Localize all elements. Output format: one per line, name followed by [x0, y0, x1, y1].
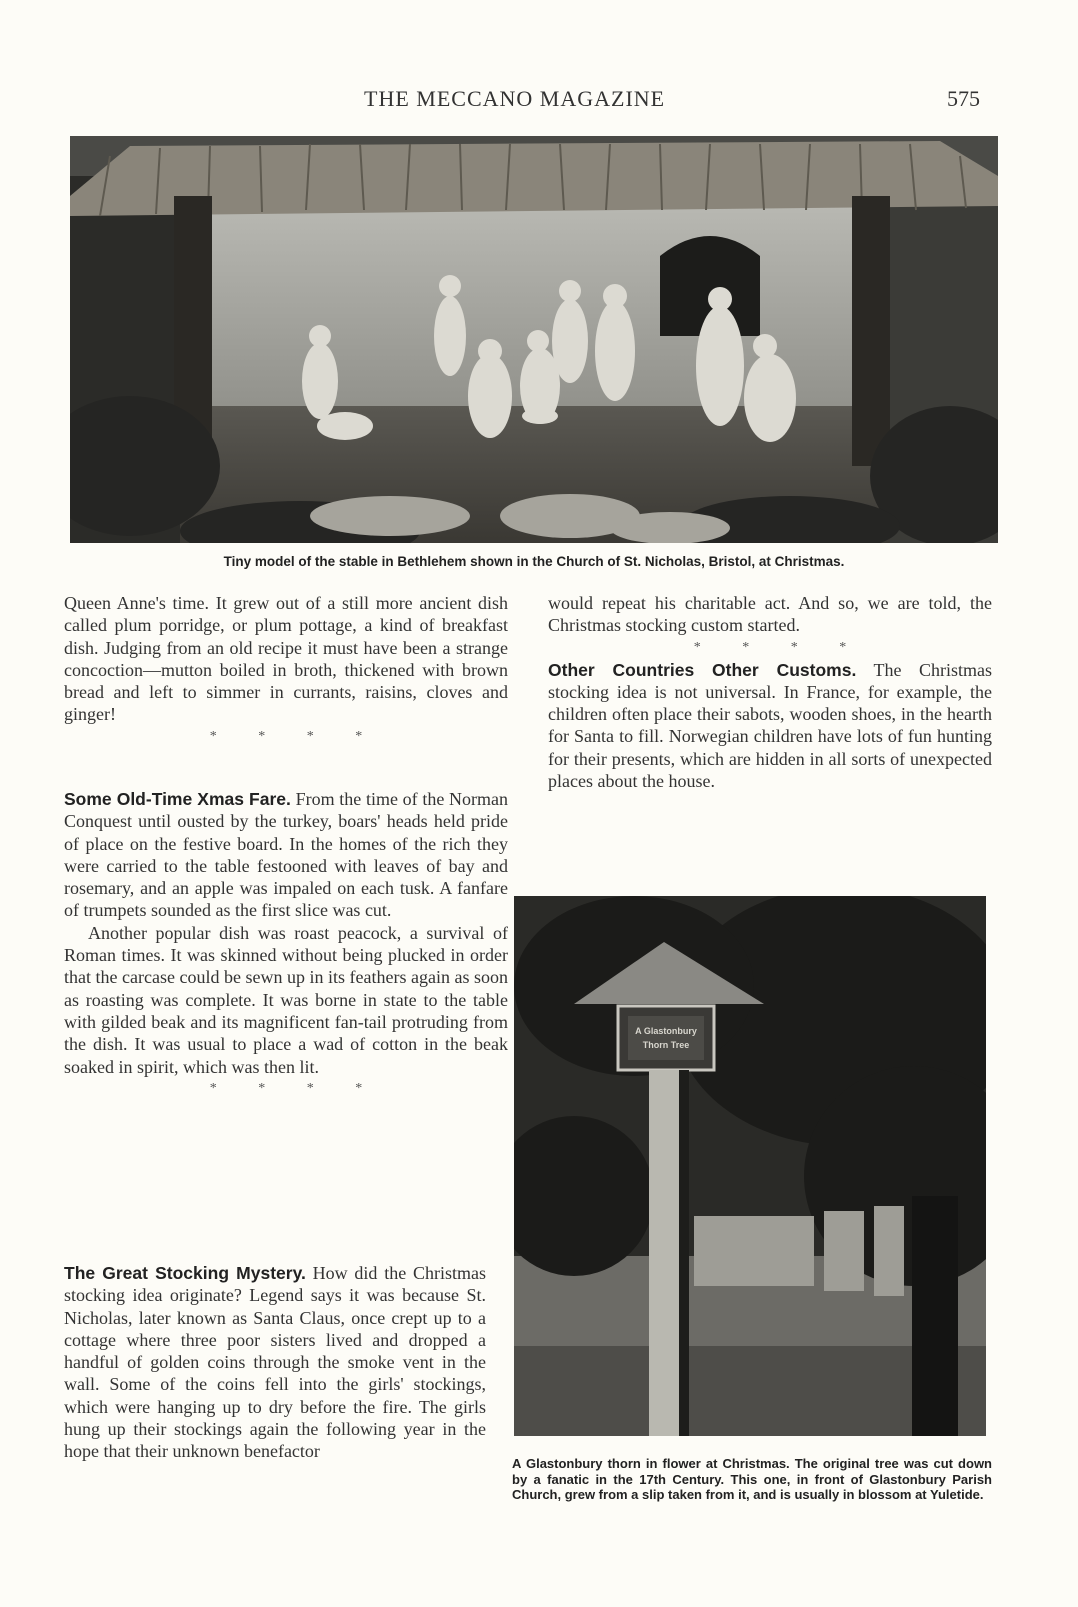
section-separator: * * * * [209, 728, 363, 744]
page-number: 575 [947, 86, 980, 111]
section-heading: The Great Stocking Mystery. [64, 1263, 306, 1283]
intro-paragraph: Queen Anne's time. It grew out of a still more ancient dish called plum porridge, or plum pottage, a kind of breakfast dish. Judging from an old recipe it must have been a strange concoction—mutton boiled in broth, thickened with brown bread and left to simmer in currants, raisins, cloves and ginger! [64, 593, 508, 725]
section-old-time-xmas-fare [64, 788, 508, 1100]
section-paragraph: From the time of the Norman Conquest until ousted by the turkey, boars' heads held pride of place on the festive board. In the homes of the rich they were carried to the table festooned with leaves of bay and rosemary, and an apple was impaled on each tusk. A fanfare of trumpets sounded as the first slice was cut. [64, 789, 508, 921]
left-column-intro [64, 592, 508, 748]
section-separator: * * * * [693, 639, 847, 655]
section-paragraph: How did the Christmas stocking idea originate? Legend says it was because St. Nicholas, later known as Santa Claus, once crept up to a cottage where three poor sisters lived and dropped a handful of golden coins through the smoke vent in the wall. Some of the coins fell into the girls' stockings, which were hanging up to dry before the fire. The girls hung up their stockings again the following year in the hope that their unknown benefactor [64, 1263, 486, 1462]
svg-text:Thorn Tree: Thorn Tree [642, 1040, 690, 1050]
section-paragraph: Another popular dish was roast peacock, a survival of Roman times. It was skinned without being plucked in order that the carcase could be sewn up in its feathers again as soon as roasting was complete. It was borne in state to the table with gilded beak and its magnificent fan-tail protruding from the dish. It was usual to place a wad of cotton in the beak soaked in spirit, which was then lit. [64, 922, 508, 1077]
glastonbury-thorn-photo [514, 896, 986, 1436]
section-heading: Other Countries Other Customs. [548, 659, 857, 680]
glastonbury-photo-caption: A Glastonbury thorn in flower at Christmas. The original tree was cut down by a fanatic in the 17th Century. This one, in front of Glastonbury Parish Church, grew from a slip taken from it, and is usually in blossom at Yuletide. [512, 1456, 992, 1502]
section-heading: Some Old-Time Xmas Fare. [64, 789, 291, 809]
continuation-paragraph: would repeat his charitable act. And so, we are told, the Christmas stocking custom started. [548, 593, 992, 636]
section-paragraph: The Christmas stocking idea is not universal. In France, for example, the children often place their sabots, wooden shoes, in the hearth for Santa to fill. Norwegian children have lots of fun hunting for their presents, which are hidden in all sorts of unexpected places about the house. [548, 659, 992, 792]
right-column [548, 592, 992, 792]
magazine-title: THE MECCANO MAGAZINE [364, 86, 666, 111]
nativity-photo-caption: Tiny model of the stable in Bethlehem shown in the Church of St. Nicholas, Bristol, at Christmas. [223, 554, 845, 569]
nativity-stable-photo [70, 136, 998, 543]
svg-text:A Glastonbury: A Glastonbury [635, 1026, 697, 1036]
page-header [0, 86, 1078, 116]
section-separator: * * * * [209, 1080, 363, 1096]
section-great-stocking-mystery [64, 1262, 486, 1463]
